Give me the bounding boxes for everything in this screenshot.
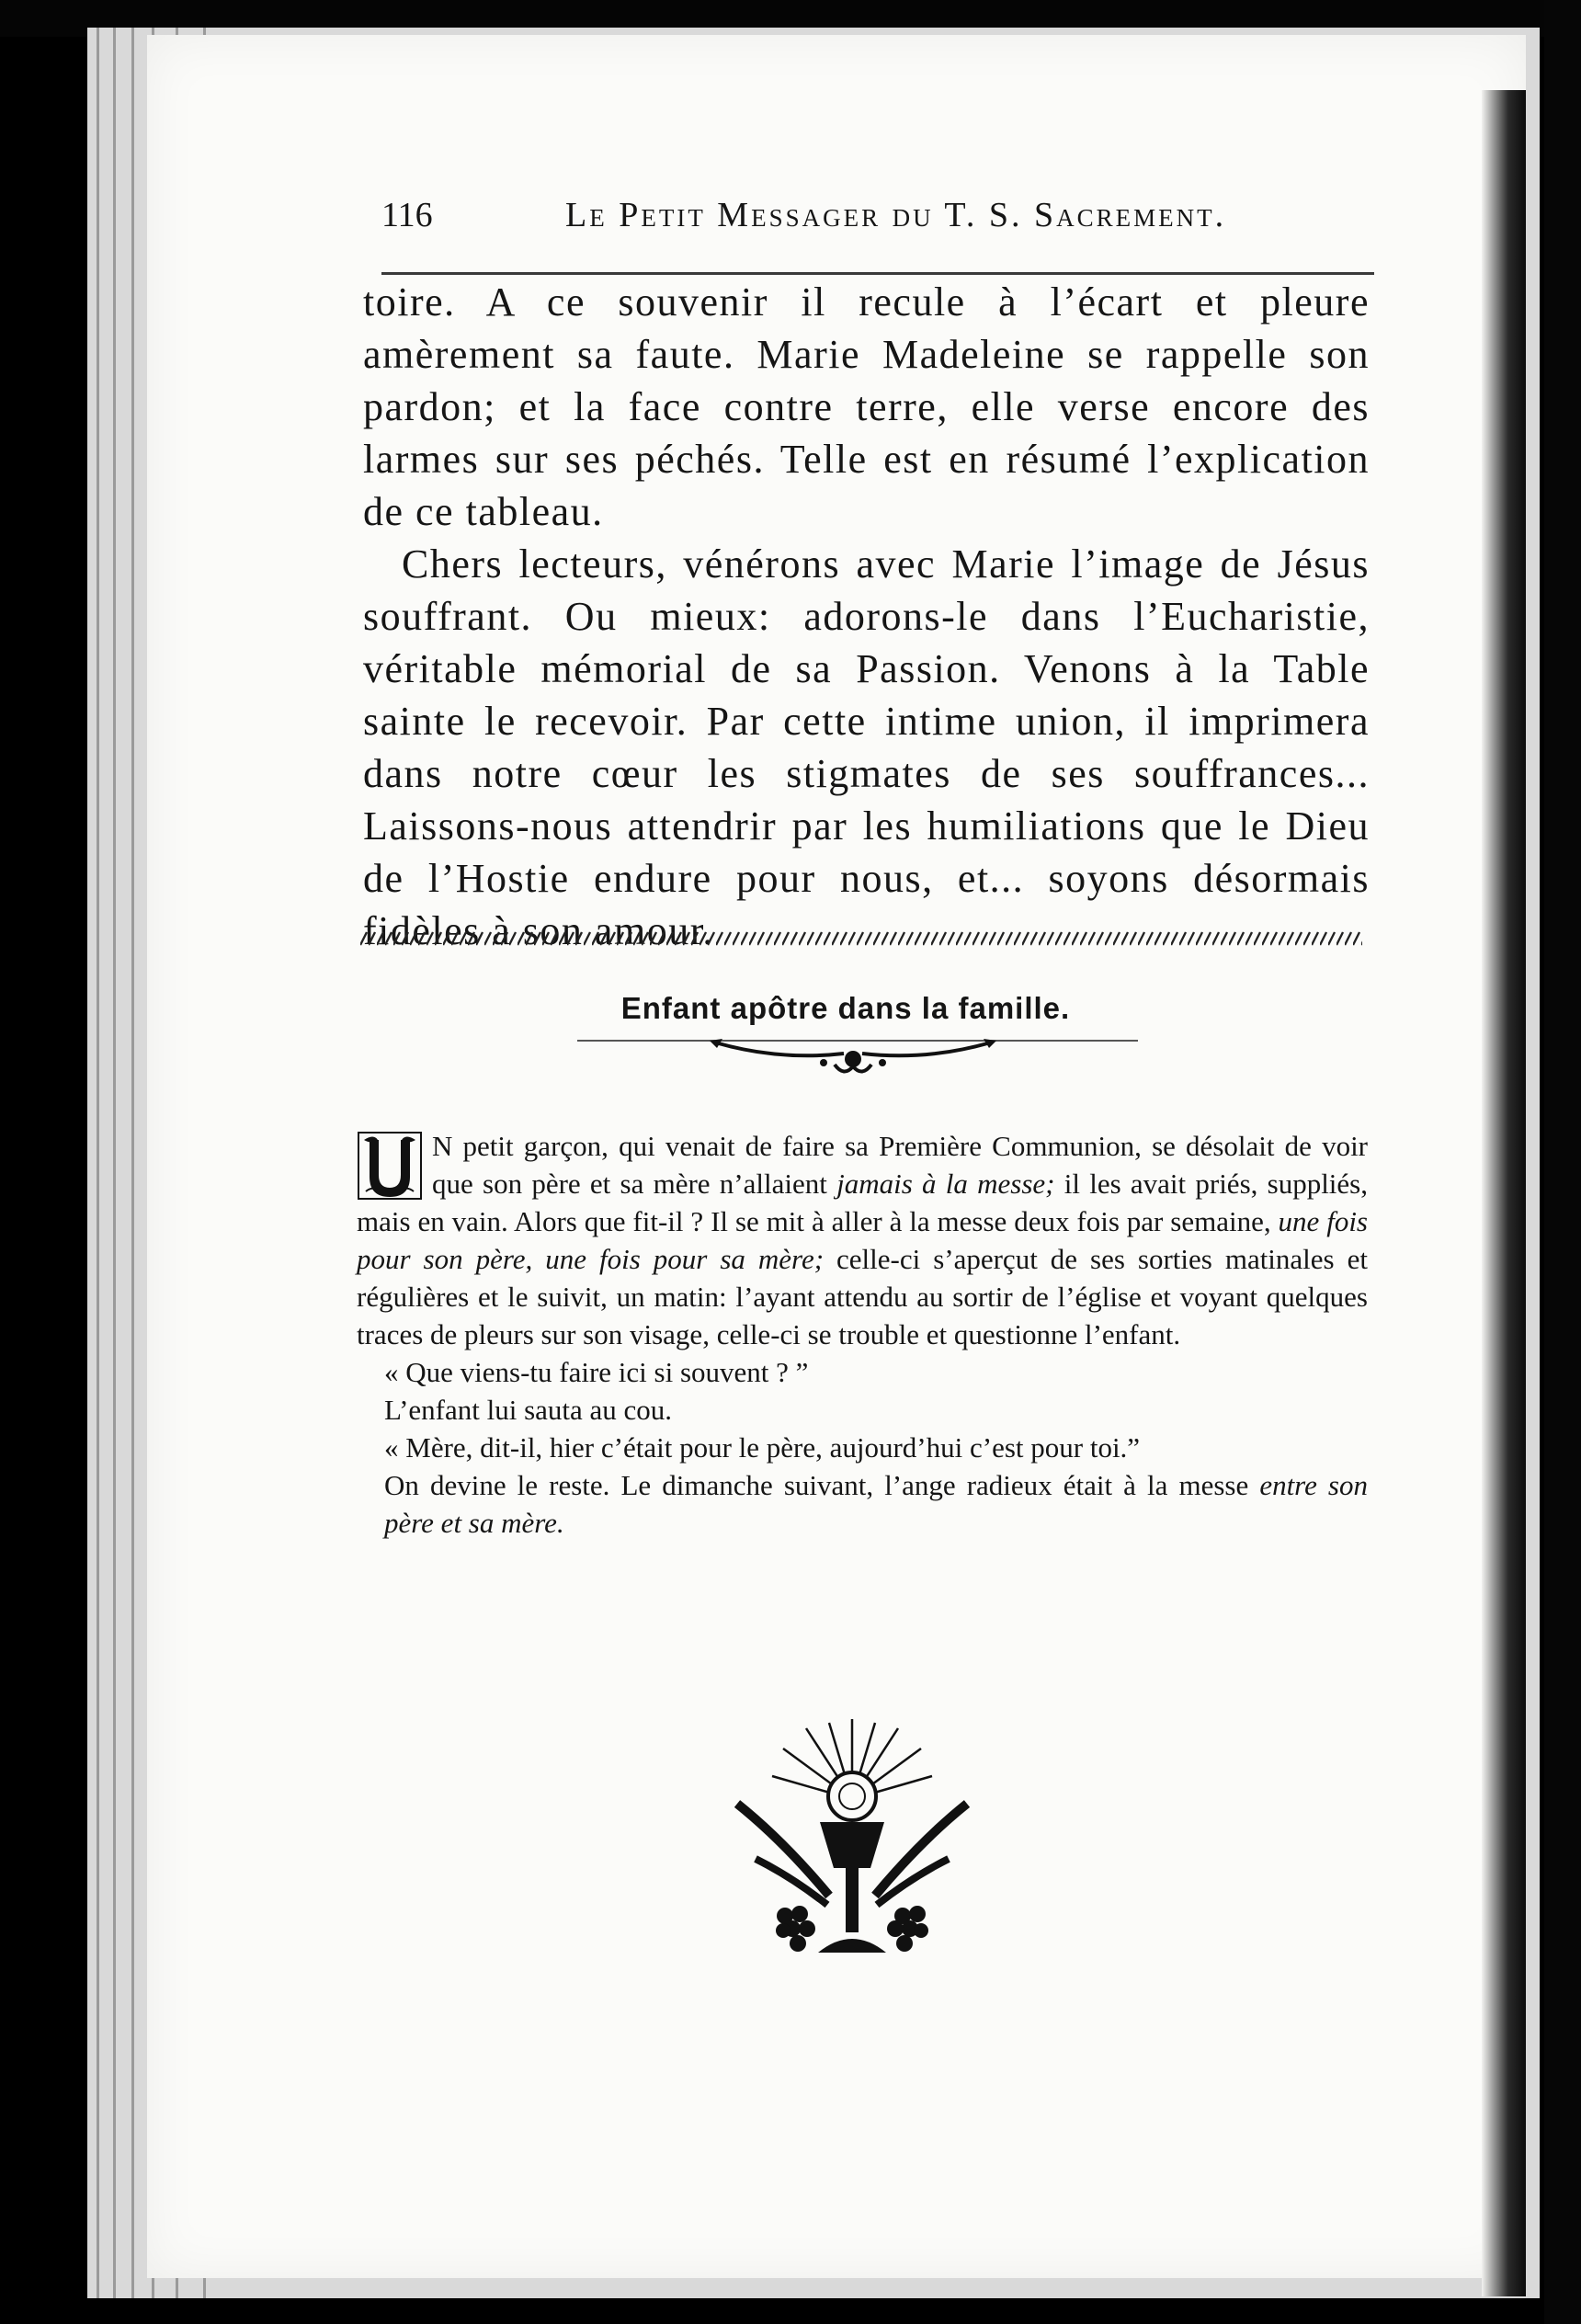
scan-border-right (1544, 0, 1581, 2324)
header-rule (381, 272, 1374, 275)
page-number: 116 (381, 196, 433, 234)
drop-cap-U-icon (357, 1131, 423, 1201)
running-header (381, 195, 1374, 239)
story-p1-text-c: celle-ci s’aperçut de ses sorties matinales et régulières et le suivit, un matin: l’ayant attendu au sortir de l’église et voyant quelques traces de pleurs sur son visage, celle-ci se trouble et questionne l’enfant. (357, 1243, 1368, 1350)
story-p1-text-b: il les avait priés, suppliés, mais en vain. Alors que fit-il ? Il se mit à aller à la messe deux fois par semaine, (357, 1168, 1368, 1237)
story-p1-text-a: N petit garçon, qui venait de faire sa Première Communion, se désolait de voir que son père et sa mère n’allaient (432, 1130, 1368, 1200)
running-title: Le Petit Messager du T. S. Sacrement. (565, 196, 1227, 234)
hatched-divider (360, 930, 1362, 947)
story-p5-italic: entre son père et sa mère. (384, 1469, 1368, 1539)
story-paragraph-4: « Mère, dit-il, hier c’était pour le père, aujourd’hui c’est pour toi.” (384, 1431, 1141, 1464)
story-paragraph-3: L’enfant lui sauta au cou. (384, 1394, 673, 1426)
story-p1-italic-a: jamais à la messe; (836, 1168, 1055, 1200)
story-p1-italic-b: une fois pour son père, une fois pour sa mère; (357, 1205, 1368, 1275)
story-paragraph-1 (357, 1127, 1368, 1353)
paragraph-continuation: toire. A ce souvenir il recule à l’écart et pleure amèrement sa faute. Marie Madeleine se rappelle son pardon; et la face contre terre, elle verse encore des larmes sur ses péchés. Telle est en résumé l’explication de ce tableau. (363, 279, 1370, 534)
story-paragraph-2: « Que viens-tu faire ici si souvent ? ” (384, 1356, 809, 1388)
story-p5-text: On devine le reste. Le dimanche suivant, l’ange radieux était à la messe (384, 1469, 1260, 1501)
story-paragraph-5 (357, 1466, 1368, 1542)
story-text (357, 1127, 1368, 1542)
paragraph-chers-lecteurs: Chers lecteurs, vénérons avec Marie l’image de Jésus souffrant. Ou mieux: adorons-le dans l’Eucharistie, véritable mémorial de sa Passion. Venons à la Table sainte le recevoir. Par cette intime union, il imprimera dans notre cœur les stigmates de ses souffrances... Laissons-nous attendrir par les humiliations que le Dieu de l’Hostie endure pour nous, et... soyons désormais (363, 541, 1370, 901)
monstrance-wheat-grapes-icon (719, 1712, 985, 1978)
main-text (363, 276, 1370, 957)
page-gutter-shadow (1482, 90, 1526, 2296)
fleuron-icon (706, 1037, 1000, 1079)
section-title: Enfant apôtre dans la famille. (620, 991, 1071, 1025)
